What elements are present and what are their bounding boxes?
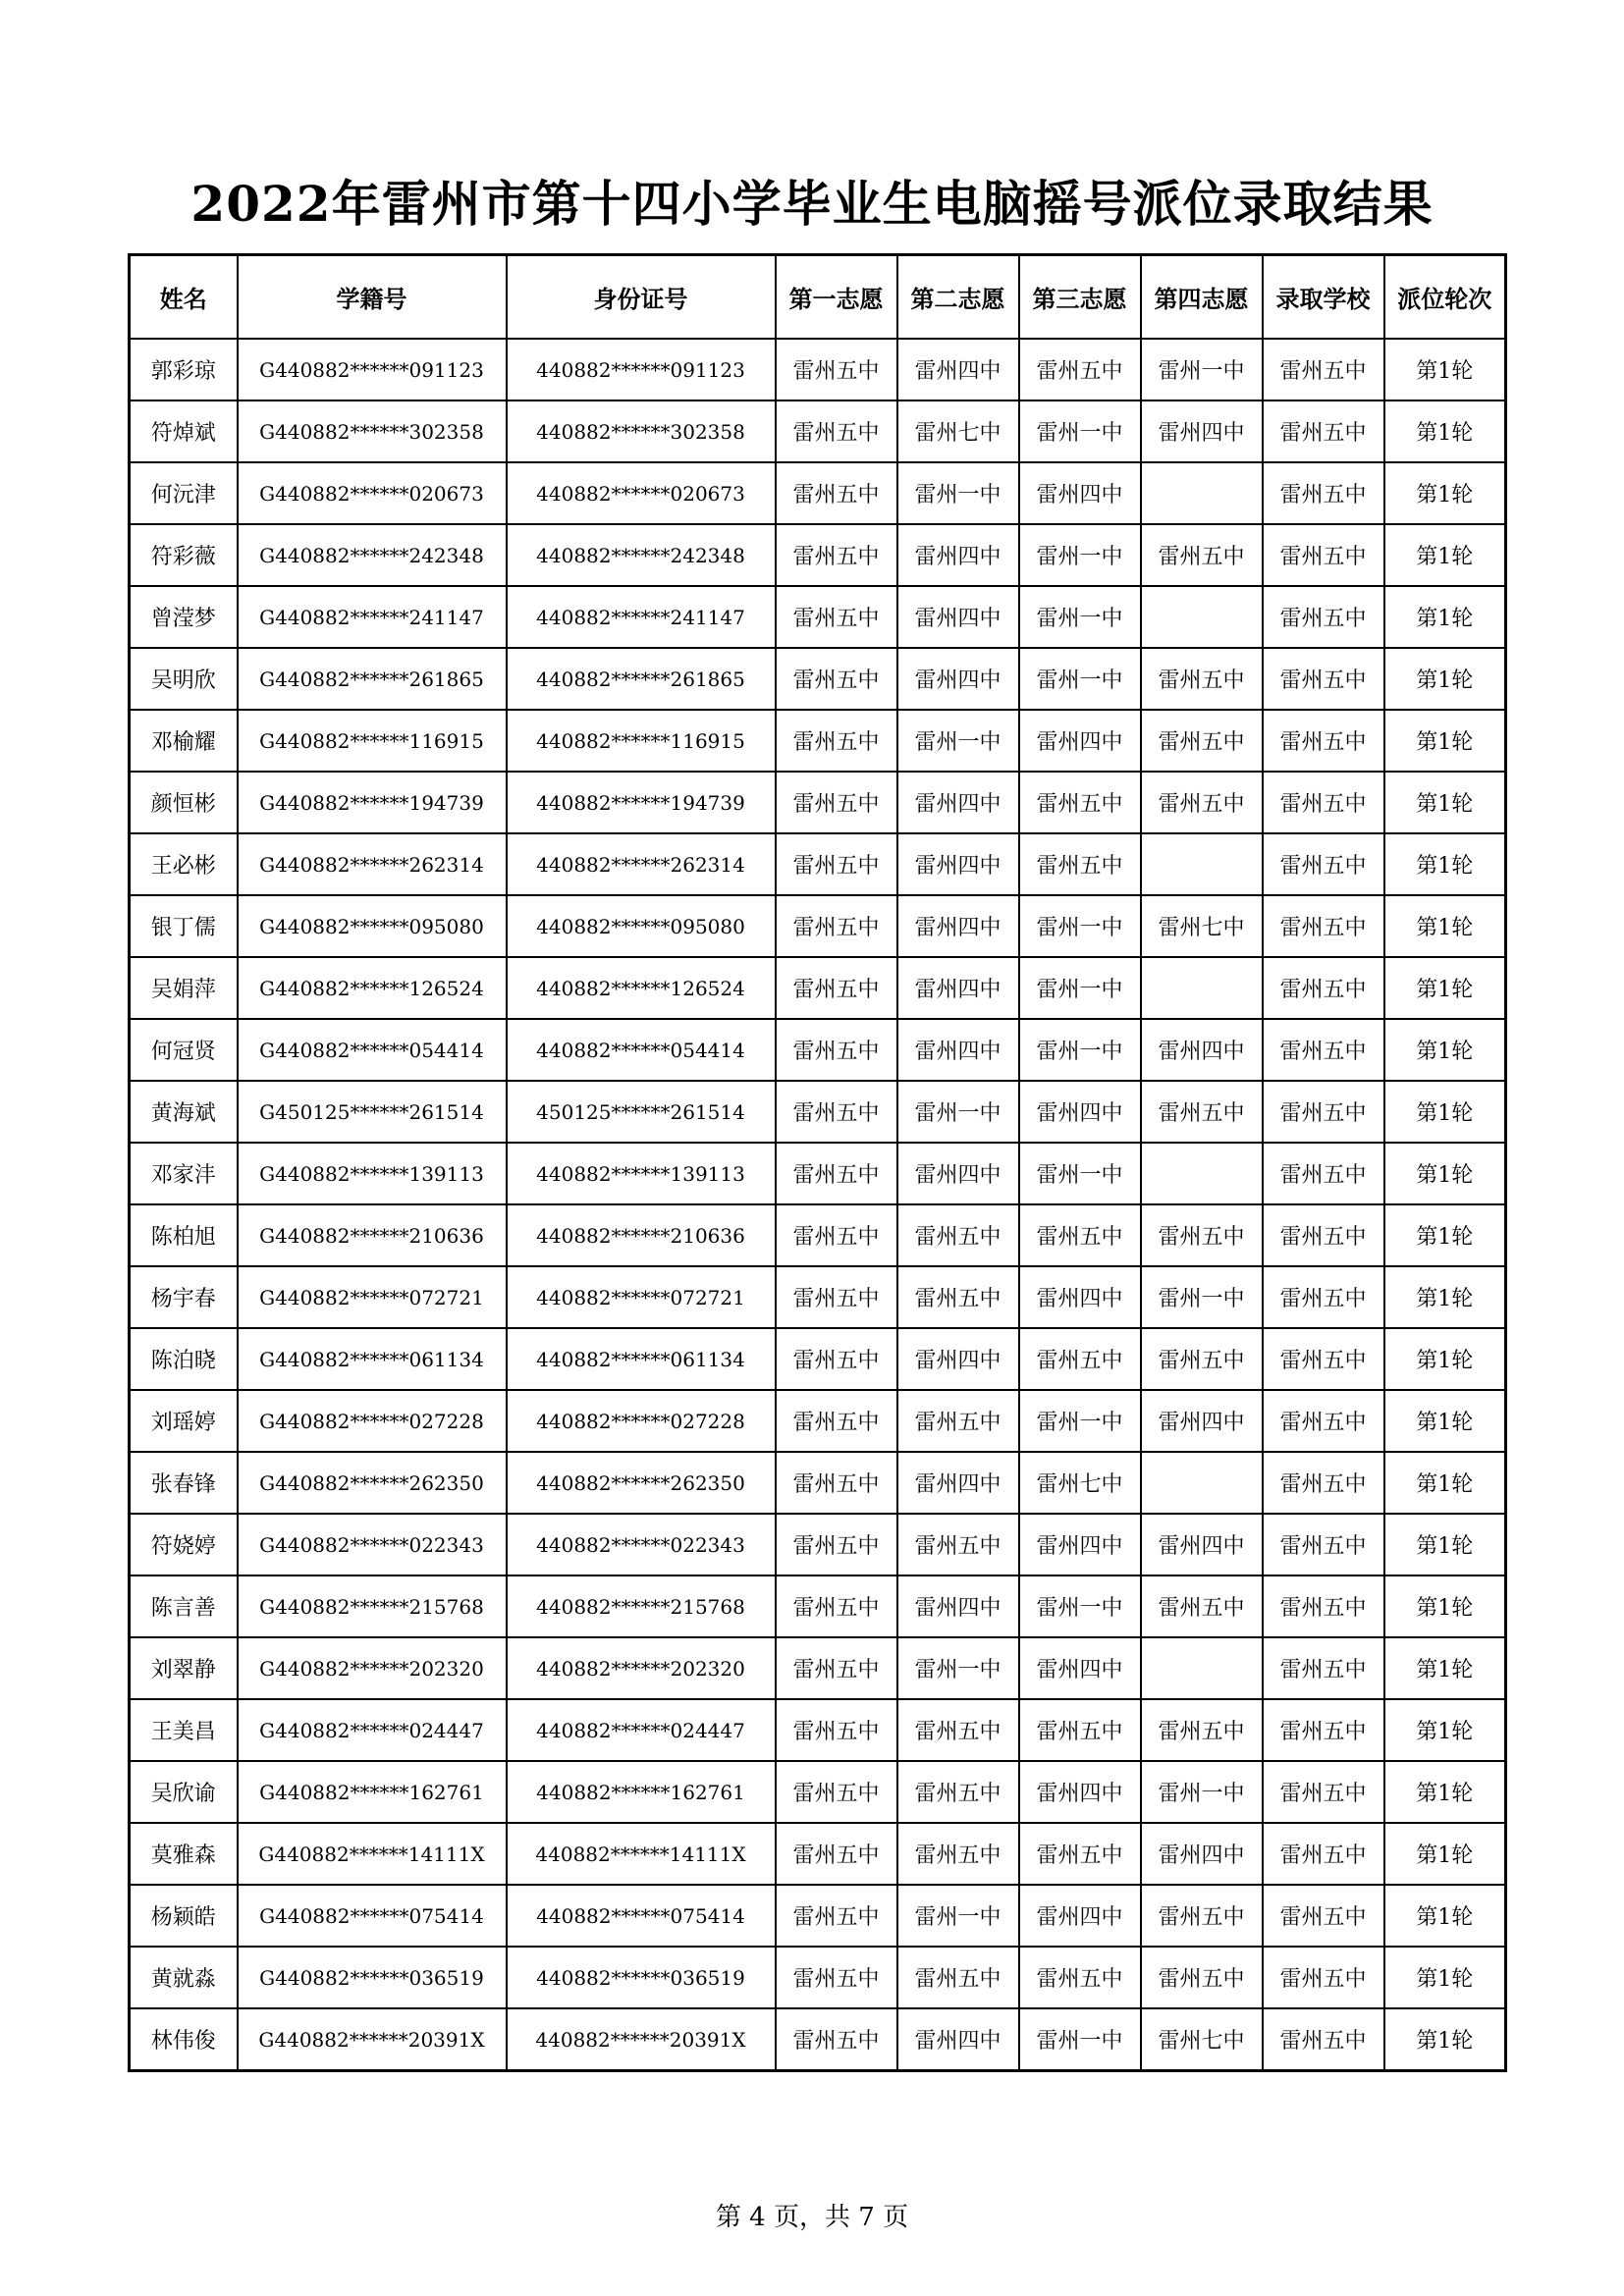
choice-1: 雷州五中 <box>776 710 897 772</box>
choice-3: 雷州一中 <box>1019 1143 1141 1204</box>
header-name: 姓名 <box>130 255 238 340</box>
round: 第1轮 <box>1384 1328 1506 1390</box>
choice-2: 雷州五中 <box>897 1761 1019 1823</box>
choice-4 <box>1141 833 1263 895</box>
table-row <box>130 895 1506 957</box>
choice-3: 雷州五中 <box>1019 1947 1141 2008</box>
table-row <box>130 1452 1506 1514</box>
id-number: 440882******241147 <box>507 586 776 648</box>
choice-2: 雷州四中 <box>897 1575 1019 1637</box>
id-number: 440882******262350 <box>507 1452 776 1514</box>
id-number: 440882******022343 <box>507 1514 776 1575</box>
id-number: 440882******024447 <box>507 1699 776 1761</box>
table-row <box>130 1885 1506 1947</box>
choice-3: 雷州一中 <box>1019 524 1141 586</box>
choice-4 <box>1141 1143 1263 1204</box>
choice-4: 雷州五中 <box>1141 1575 1263 1637</box>
id-number: 440882******036519 <box>507 1947 776 2008</box>
student-id: G440882******241147 <box>238 586 507 648</box>
choice-3: 雷州七中 <box>1019 1452 1141 1514</box>
id-number: 440882******14111X <box>507 1823 776 1885</box>
choice-2: 雷州五中 <box>897 1823 1019 1885</box>
choice-4 <box>1141 957 1263 1019</box>
header-choice-4: 第四志愿 <box>1141 255 1263 340</box>
id-number: 450125******261514 <box>507 1081 776 1143</box>
student-name: 杨颖皓 <box>130 1885 238 1947</box>
table-row <box>130 1266 1506 1328</box>
round: 第1轮 <box>1384 1019 1506 1081</box>
id-number: 440882******215768 <box>507 1575 776 1637</box>
choice-4: 雷州四中 <box>1141 1514 1263 1575</box>
table-row <box>130 1328 1506 1390</box>
choice-3: 雷州四中 <box>1019 1637 1141 1699</box>
admitted-school: 雷州五中 <box>1263 1266 1384 1328</box>
choice-1: 雷州五中 <box>776 1761 897 1823</box>
choice-4: 雷州一中 <box>1141 1761 1263 1823</box>
choice-1: 雷州五中 <box>776 1019 897 1081</box>
admitted-school: 雷州五中 <box>1263 1019 1384 1081</box>
round: 第1轮 <box>1384 1699 1506 1761</box>
choice-2: 雷州七中 <box>897 400 1019 462</box>
student-id: G440882******210636 <box>238 1204 507 1266</box>
choice-1: 雷州五中 <box>776 1575 897 1637</box>
header-round: 派位轮次 <box>1384 255 1506 340</box>
round: 第1轮 <box>1384 1947 1506 2008</box>
table-row <box>130 957 1506 1019</box>
choice-3: 雷州四中 <box>1019 462 1141 524</box>
choice-4: 雷州五中 <box>1141 1081 1263 1143</box>
admitted-school: 雷州五中 <box>1263 524 1384 586</box>
student-name: 王美昌 <box>130 1699 238 1761</box>
round: 第1轮 <box>1384 833 1506 895</box>
id-number: 440882******072721 <box>507 1266 776 1328</box>
choice-4: 雷州五中 <box>1141 1885 1263 1947</box>
choice-4: 雷州五中 <box>1141 524 1263 586</box>
choice-2: 雷州一中 <box>897 710 1019 772</box>
choice-4 <box>1141 462 1263 524</box>
choice-1: 雷州五中 <box>776 1947 897 2008</box>
student-name: 杨宇春 <box>130 1266 238 1328</box>
choice-3: 雷州五中 <box>1019 339 1141 400</box>
student-id: G440882******14111X <box>238 1823 507 1885</box>
student-name: 银丁儒 <box>130 895 238 957</box>
student-id: G440882******126524 <box>238 957 507 1019</box>
choice-4 <box>1141 586 1263 648</box>
choice-1: 雷州五中 <box>776 648 897 710</box>
admitted-school: 雷州五中 <box>1263 1081 1384 1143</box>
choice-3: 雷州一中 <box>1019 957 1141 1019</box>
student-id: G440882******242348 <box>238 524 507 586</box>
id-number: 440882******261865 <box>507 648 776 710</box>
choice-4: 雷州一中 <box>1141 1266 1263 1328</box>
choice-4: 雷州四中 <box>1141 1823 1263 1885</box>
choice-1: 雷州五中 <box>776 586 897 648</box>
page-title: 2022年雷州市第十四小学毕业生电脑摇号派位录取结果 <box>190 175 1434 233</box>
header-admitted-school: 录取学校 <box>1263 255 1384 340</box>
student-name: 刘瑶婷 <box>130 1390 238 1452</box>
choice-2: 雷州一中 <box>897 1885 1019 1947</box>
table-row <box>130 1699 1506 1761</box>
admitted-school: 雷州五中 <box>1263 710 1384 772</box>
choice-3: 雷州四中 <box>1019 1761 1141 1823</box>
choice-3: 雷州四中 <box>1019 710 1141 772</box>
id-number: 440882******095080 <box>507 895 776 957</box>
round: 第1轮 <box>1384 462 1506 524</box>
student-id: G440882******095080 <box>238 895 507 957</box>
student-id: G440882******091123 <box>238 339 507 400</box>
choice-3: 雷州一中 <box>1019 2008 1141 2071</box>
round: 第1轮 <box>1384 400 1506 462</box>
choice-2: 雷州一中 <box>897 462 1019 524</box>
choice-3: 雷州四中 <box>1019 1081 1141 1143</box>
round: 第1轮 <box>1384 648 1506 710</box>
student-name: 符彩薇 <box>130 524 238 586</box>
round: 第1轮 <box>1384 524 1506 586</box>
student-id: G440882******036519 <box>238 1947 507 2008</box>
student-id: G440882******116915 <box>238 710 507 772</box>
choice-1: 雷州五中 <box>776 2008 897 2071</box>
admitted-school: 雷州五中 <box>1263 1823 1384 1885</box>
choice-2: 雷州五中 <box>897 1390 1019 1452</box>
round: 第1轮 <box>1384 1081 1506 1143</box>
choice-3: 雷州五中 <box>1019 772 1141 833</box>
student-name: 邓家沣 <box>130 1143 238 1204</box>
choice-4: 雷州四中 <box>1141 400 1263 462</box>
choice-2: 雷州五中 <box>897 1947 1019 2008</box>
student-name: 王必彬 <box>130 833 238 895</box>
choice-4: 雷州一中 <box>1141 339 1263 400</box>
table-row <box>130 1761 1506 1823</box>
id-number: 440882******139113 <box>507 1143 776 1204</box>
table-row <box>130 586 1506 648</box>
id-number: 440882******202320 <box>507 1637 776 1699</box>
choice-4 <box>1141 1637 1263 1699</box>
admitted-school: 雷州五中 <box>1263 1204 1384 1266</box>
choice-2: 雷州五中 <box>897 1266 1019 1328</box>
admitted-school: 雷州五中 <box>1263 1452 1384 1514</box>
id-number: 440882******242348 <box>507 524 776 586</box>
admitted-school: 雷州五中 <box>1263 339 1384 400</box>
table-row <box>130 524 1506 586</box>
student-name: 吴明欣 <box>130 648 238 710</box>
header-id-number: 身份证号 <box>507 255 776 340</box>
admitted-school: 雷州五中 <box>1263 1947 1384 2008</box>
choice-2: 雷州四中 <box>897 833 1019 895</box>
choice-3: 雷州一中 <box>1019 1390 1141 1452</box>
choice-3: 雷州一中 <box>1019 895 1141 957</box>
choice-2: 雷州四中 <box>897 586 1019 648</box>
page-footer: 第 4 页，共 7 页 <box>715 2203 909 2232</box>
header-choice-2: 第二志愿 <box>897 255 1019 340</box>
student-id: G450125******261514 <box>238 1081 507 1143</box>
student-id: G440882******024447 <box>238 1699 507 1761</box>
id-number: 440882******061134 <box>507 1328 776 1390</box>
admitted-school: 雷州五中 <box>1263 400 1384 462</box>
admitted-school: 雷州五中 <box>1263 1761 1384 1823</box>
results-table <box>128 253 1507 2072</box>
choice-3: 雷州一中 <box>1019 1019 1141 1081</box>
admitted-school: 雷州五中 <box>1263 1699 1384 1761</box>
table-row <box>130 833 1506 895</box>
student-id: G440882******139113 <box>238 1143 507 1204</box>
table-row <box>130 2008 1506 2071</box>
round: 第1轮 <box>1384 1204 1506 1266</box>
student-name: 符焯斌 <box>130 400 238 462</box>
choice-2: 雷州四中 <box>897 648 1019 710</box>
student-name: 刘翠静 <box>130 1637 238 1699</box>
choice-3: 雷州一中 <box>1019 586 1141 648</box>
choice-1: 雷州五中 <box>776 339 897 400</box>
choice-4 <box>1141 1452 1263 1514</box>
table-row <box>130 400 1506 462</box>
choice-2: 雷州五中 <box>897 1699 1019 1761</box>
admitted-school: 雷州五中 <box>1263 1575 1384 1637</box>
admitted-school: 雷州五中 <box>1263 1885 1384 1947</box>
choice-1: 雷州五中 <box>776 772 897 833</box>
choice-3: 雷州一中 <box>1019 400 1141 462</box>
student-id: G440882******020673 <box>238 462 507 524</box>
student-id: G440882******061134 <box>238 1328 507 1390</box>
student-name: 邓榆耀 <box>130 710 238 772</box>
student-id: G440882******262314 <box>238 833 507 895</box>
choice-1: 雷州五中 <box>776 1081 897 1143</box>
student-name: 符娆婷 <box>130 1514 238 1575</box>
student-name: 何冠贤 <box>130 1019 238 1081</box>
id-number: 440882******075414 <box>507 1885 776 1947</box>
id-number: 440882******091123 <box>507 339 776 400</box>
student-id: G440882******162761 <box>238 1761 507 1823</box>
student-name: 陈泊晓 <box>130 1328 238 1390</box>
header-choice-1: 第一志愿 <box>776 255 897 340</box>
choice-2: 雷州四中 <box>897 524 1019 586</box>
student-id: G440882******072721 <box>238 1266 507 1328</box>
student-id: G440882******075414 <box>238 1885 507 1947</box>
table-row <box>130 1204 1506 1266</box>
choice-1: 雷州五中 <box>776 524 897 586</box>
admitted-school: 雷州五中 <box>1263 2008 1384 2071</box>
table-row <box>130 339 1506 400</box>
choice-4: 雷州七中 <box>1141 895 1263 957</box>
admitted-school: 雷州五中 <box>1263 833 1384 895</box>
admitted-school: 雷州五中 <box>1263 1328 1384 1390</box>
student-id: G440882******215768 <box>238 1575 507 1637</box>
choice-4: 雷州四中 <box>1141 1019 1263 1081</box>
table-header-row <box>130 255 1506 340</box>
student-id: G440882******302358 <box>238 400 507 462</box>
student-name: 莫雅森 <box>130 1823 238 1885</box>
admitted-school: 雷州五中 <box>1263 1637 1384 1699</box>
choice-4: 雷州五中 <box>1141 772 1263 833</box>
choice-3: 雷州五中 <box>1019 1823 1141 1885</box>
table-row <box>130 1947 1506 2008</box>
student-id: G440882******262350 <box>238 1452 507 1514</box>
id-number: 440882******262314 <box>507 833 776 895</box>
student-id: G440882******194739 <box>238 772 507 833</box>
student-name: 颜恒彬 <box>130 772 238 833</box>
choice-2: 雷州四中 <box>897 1452 1019 1514</box>
choice-2: 雷州四中 <box>897 957 1019 1019</box>
choice-3: 雷州五中 <box>1019 1204 1141 1266</box>
round: 第1轮 <box>1384 2008 1506 2071</box>
choice-1: 雷州五中 <box>776 1514 897 1575</box>
table-row <box>130 1823 1506 1885</box>
admitted-school: 雷州五中 <box>1263 957 1384 1019</box>
student-name: 张春锋 <box>130 1452 238 1514</box>
choice-3: 雷州四中 <box>1019 1514 1141 1575</box>
choice-3: 雷州五中 <box>1019 1328 1141 1390</box>
table-row <box>130 1390 1506 1452</box>
student-id: G440882******261865 <box>238 648 507 710</box>
round: 第1轮 <box>1384 1823 1506 1885</box>
student-name: 陈言善 <box>130 1575 238 1637</box>
choice-2: 雷州四中 <box>897 772 1019 833</box>
choice-2: 雷州四中 <box>897 1328 1019 1390</box>
choice-2: 雷州四中 <box>897 339 1019 400</box>
student-name: 曾滢梦 <box>130 586 238 648</box>
choice-3: 雷州五中 <box>1019 1699 1141 1761</box>
round: 第1轮 <box>1384 1143 1506 1204</box>
choice-2: 雷州四中 <box>897 895 1019 957</box>
round: 第1轮 <box>1384 586 1506 648</box>
choice-1: 雷州五中 <box>776 833 897 895</box>
student-name: 陈柏旭 <box>130 1204 238 1266</box>
student-id: G440882******022343 <box>238 1514 507 1575</box>
choice-2: 雷州五中 <box>897 1514 1019 1575</box>
choice-1: 雷州五中 <box>776 1266 897 1328</box>
table-row <box>130 1143 1506 1204</box>
choice-4: 雷州七中 <box>1141 2008 1263 2071</box>
round: 第1轮 <box>1384 895 1506 957</box>
choice-1: 雷州五中 <box>776 462 897 524</box>
choice-4: 雷州五中 <box>1141 1699 1263 1761</box>
choice-3: 雷州一中 <box>1019 1575 1141 1637</box>
choice-1: 雷州五中 <box>776 400 897 462</box>
student-name: 黄海斌 <box>130 1081 238 1143</box>
table-row <box>130 710 1506 772</box>
id-number: 440882******027228 <box>507 1390 776 1452</box>
table-body <box>130 339 1506 2071</box>
round: 第1轮 <box>1384 1885 1506 1947</box>
id-number: 440882******054414 <box>507 1019 776 1081</box>
table-row <box>130 1514 1506 1575</box>
choice-1: 雷州五中 <box>776 1328 897 1390</box>
choice-2: 雷州一中 <box>897 1081 1019 1143</box>
choice-1: 雷州五中 <box>776 1699 897 1761</box>
choice-2: 雷州四中 <box>897 2008 1019 2071</box>
admitted-school: 雷州五中 <box>1263 895 1384 957</box>
id-number: 440882******302358 <box>507 400 776 462</box>
header-student-id: 学籍号 <box>238 255 507 340</box>
choice-3: 雷州一中 <box>1019 648 1141 710</box>
choice-4: 雷州五中 <box>1141 648 1263 710</box>
round: 第1轮 <box>1384 1761 1506 1823</box>
student-name: 何沅津 <box>130 462 238 524</box>
choice-4: 雷州四中 <box>1141 1390 1263 1452</box>
table-row <box>130 772 1506 833</box>
choice-4: 雷州五中 <box>1141 1204 1263 1266</box>
round: 第1轮 <box>1384 1452 1506 1514</box>
table-row <box>130 1019 1506 1081</box>
student-id: G440882******20391X <box>238 2008 507 2071</box>
choice-3: 雷州五中 <box>1019 833 1141 895</box>
choice-1: 雷州五中 <box>776 895 897 957</box>
table-row <box>130 462 1506 524</box>
id-number: 440882******194739 <box>507 772 776 833</box>
admitted-school: 雷州五中 <box>1263 1143 1384 1204</box>
admitted-school: 雷州五中 <box>1263 462 1384 524</box>
table-row <box>130 648 1506 710</box>
choice-1: 雷州五中 <box>776 1204 897 1266</box>
round: 第1轮 <box>1384 772 1506 833</box>
choice-1: 雷州五中 <box>776 1143 897 1204</box>
table-row <box>130 1575 1506 1637</box>
student-name: 林伟俊 <box>130 2008 238 2071</box>
choice-1: 雷州五中 <box>776 957 897 1019</box>
header-choice-3: 第三志愿 <box>1019 255 1141 340</box>
id-number: 440882******116915 <box>507 710 776 772</box>
choice-1: 雷州五中 <box>776 1885 897 1947</box>
choice-1: 雷州五中 <box>776 1452 897 1514</box>
id-number: 440882******020673 <box>507 462 776 524</box>
round: 第1轮 <box>1384 957 1506 1019</box>
id-number: 440882******210636 <box>507 1204 776 1266</box>
id-number: 440882******126524 <box>507 957 776 1019</box>
choice-2: 雷州四中 <box>897 1143 1019 1204</box>
round: 第1轮 <box>1384 1266 1506 1328</box>
choice-2: 雷州五中 <box>897 1204 1019 1266</box>
admitted-school: 雷州五中 <box>1263 648 1384 710</box>
admitted-school: 雷州五中 <box>1263 1390 1384 1452</box>
student-name: 吴欣谕 <box>130 1761 238 1823</box>
student-id: G440882******054414 <box>238 1019 507 1081</box>
choice-4: 雷州五中 <box>1141 1328 1263 1390</box>
round: 第1轮 <box>1384 339 1506 400</box>
choice-4: 雷州五中 <box>1141 1947 1263 2008</box>
choice-2: 雷州四中 <box>897 1019 1019 1081</box>
admitted-school: 雷州五中 <box>1263 586 1384 648</box>
choice-3: 雷州四中 <box>1019 1885 1141 1947</box>
student-id: G440882******027228 <box>238 1390 507 1452</box>
admitted-school: 雷州五中 <box>1263 1514 1384 1575</box>
choice-2: 雷州一中 <box>897 1637 1019 1699</box>
student-name: 郭彩琼 <box>130 339 238 400</box>
table-row <box>130 1081 1506 1143</box>
round: 第1轮 <box>1384 1390 1506 1452</box>
id-number: 440882******20391X <box>507 2008 776 2071</box>
student-id: G440882******202320 <box>238 1637 507 1699</box>
round: 第1轮 <box>1384 1575 1506 1637</box>
student-name: 吴娟萍 <box>130 957 238 1019</box>
student-name: 黄就淼 <box>130 1947 238 2008</box>
round: 第1轮 <box>1384 710 1506 772</box>
id-number: 440882******162761 <box>507 1761 776 1823</box>
choice-3: 雷州四中 <box>1019 1266 1141 1328</box>
choice-1: 雷州五中 <box>776 1637 897 1699</box>
round: 第1轮 <box>1384 1514 1506 1575</box>
choice-1: 雷州五中 <box>776 1823 897 1885</box>
table-row <box>130 1637 1506 1699</box>
choice-1: 雷州五中 <box>776 1390 897 1452</box>
round: 第1轮 <box>1384 1637 1506 1699</box>
choice-4: 雷州五中 <box>1141 710 1263 772</box>
admitted-school: 雷州五中 <box>1263 772 1384 833</box>
